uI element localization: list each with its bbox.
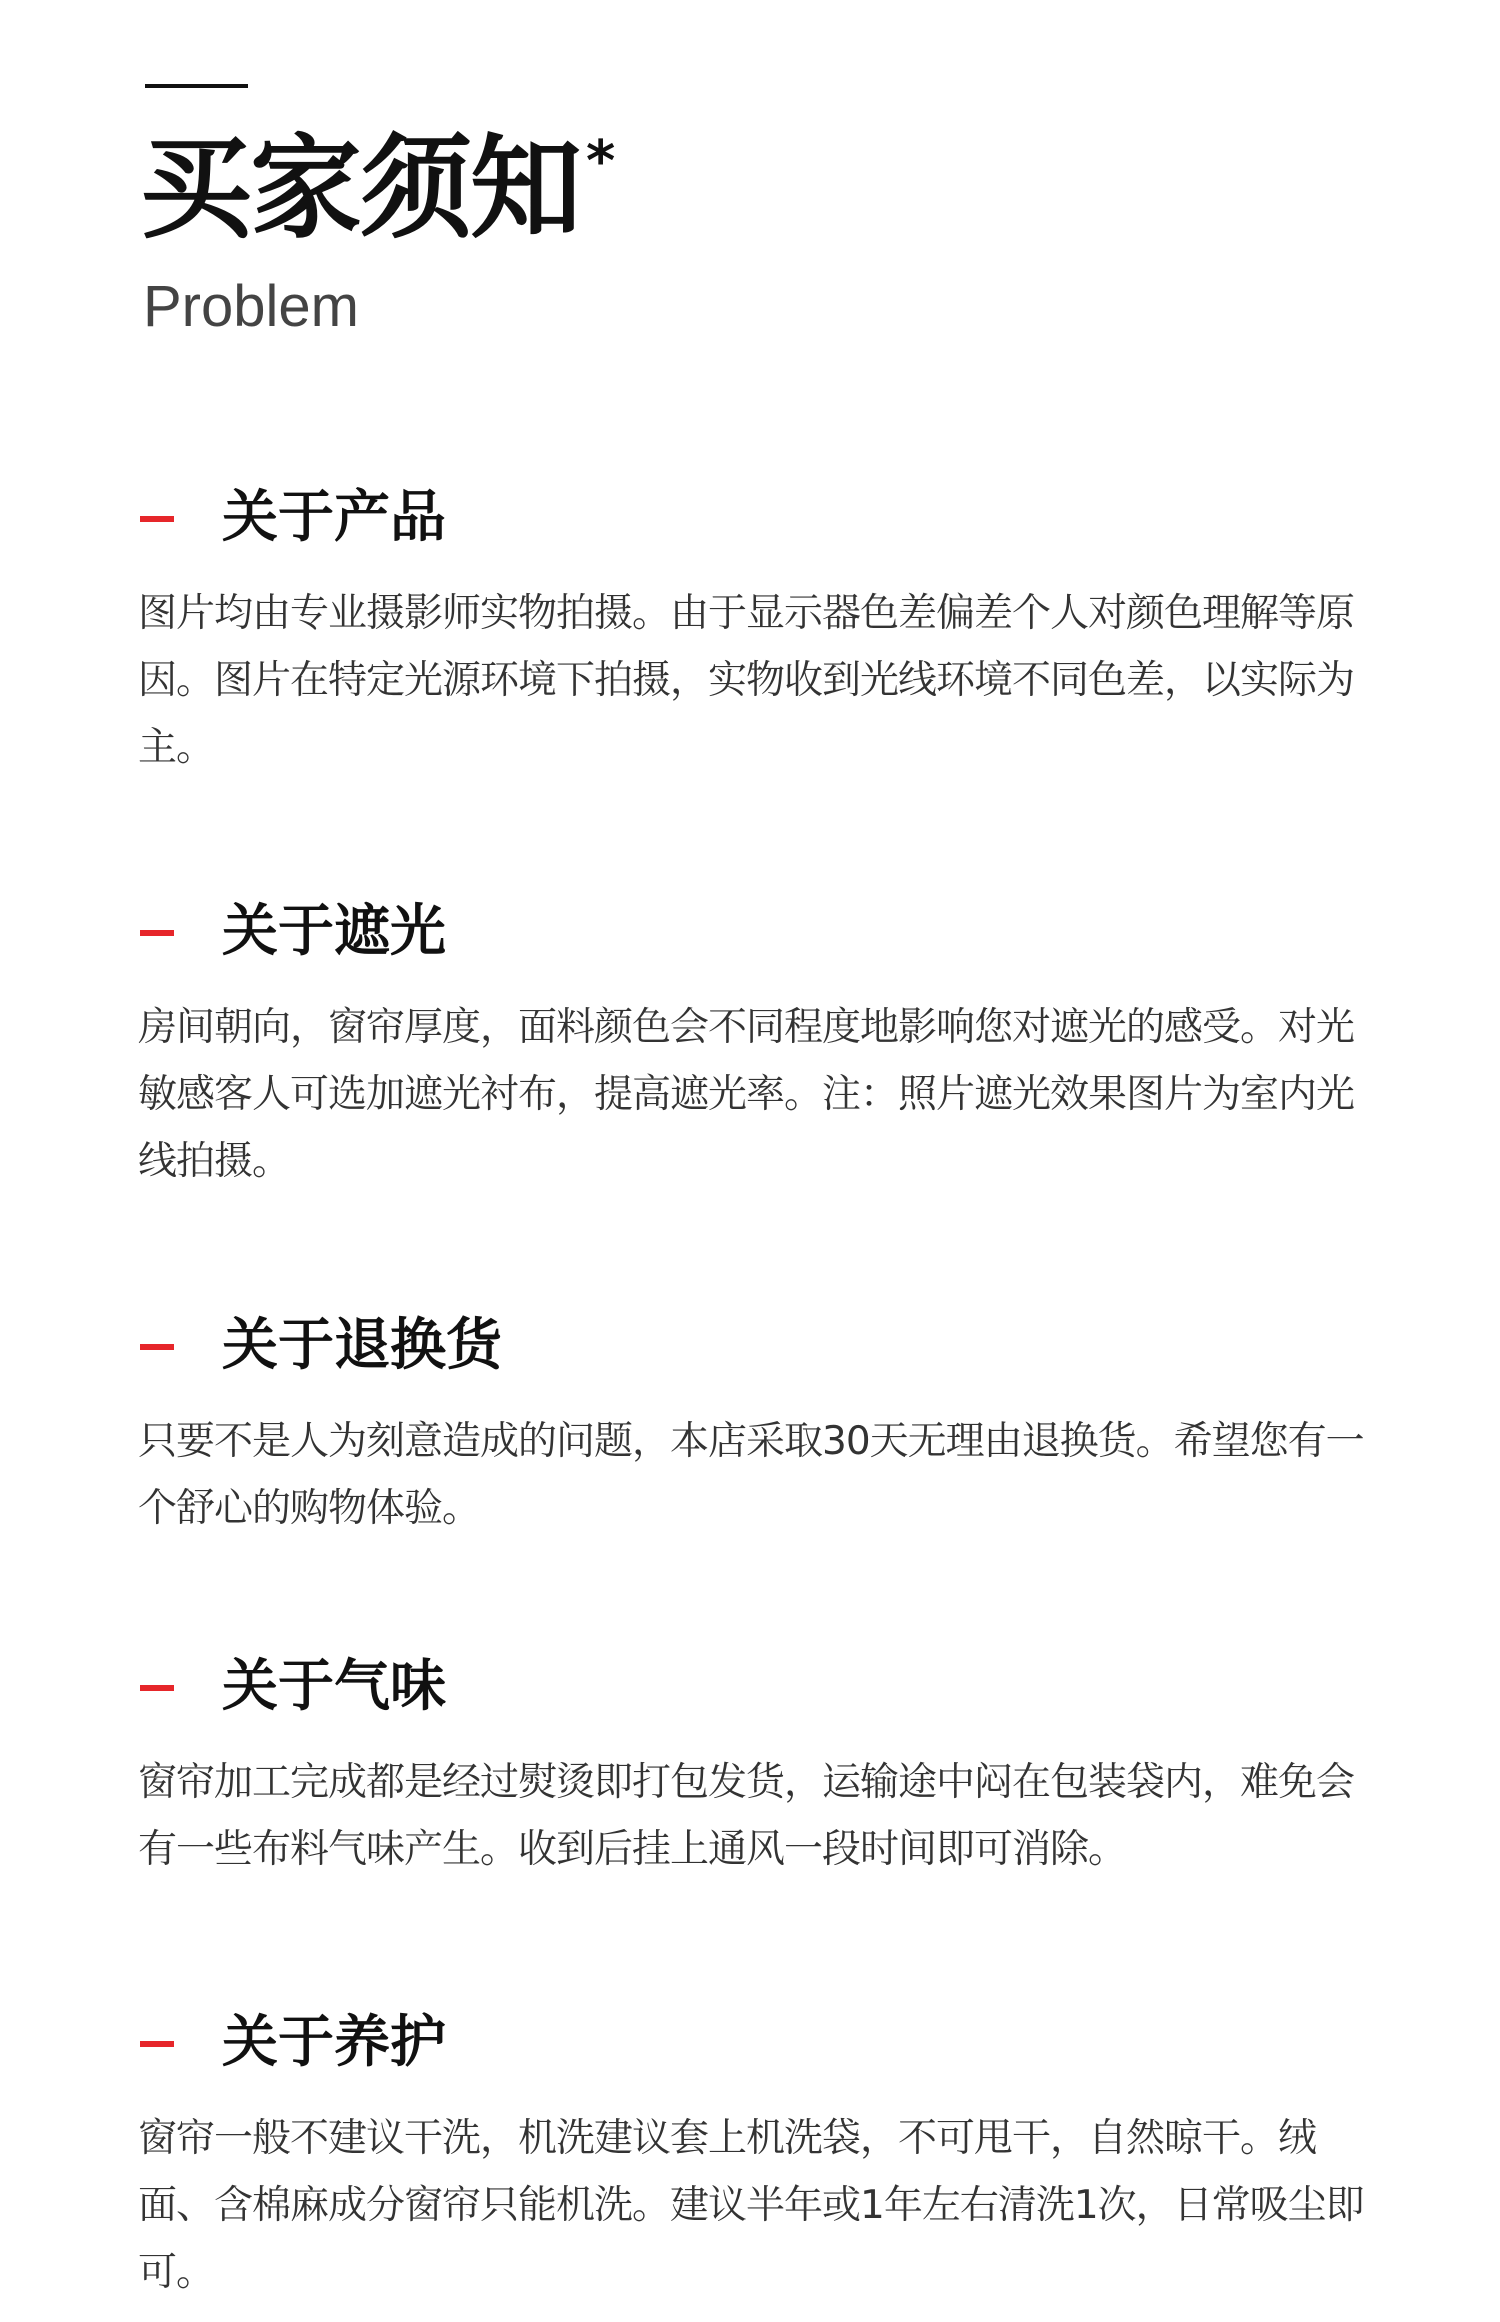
section-odor xyxy=(138,1647,1378,1883)
red-dash-icon xyxy=(140,1685,174,1691)
section-title-returns: 关于退换货 xyxy=(222,1313,502,1378)
page-title: 买家须知 xyxy=(140,124,580,254)
section-header xyxy=(138,1647,1378,1727)
section-title-odor: 关于气味 xyxy=(222,1654,446,1719)
section-body-product: 图片均由专业摄影师实物拍摄。由于显示器色差偏差个人对颜色理解等原因。图片在特定光源环境下拍摄，实物收到光线环境不同色差，以实际为主。 xyxy=(138,591,1355,770)
section-blackout xyxy=(138,892,1378,1195)
section-body-odor: 窗帘加工完成都是经过熨烫即打包发货，运输途中闷在包装袋内，难免会有一些布料气味产生。收到后挂上通风一段时间即可消除。 xyxy=(138,1760,1355,1872)
section-title-product: 关于产品 xyxy=(222,485,446,550)
section-header xyxy=(138,892,1378,972)
header-top-rule xyxy=(145,84,248,88)
section-product xyxy=(138,478,1378,781)
section-title-blackout: 关于遮光 xyxy=(222,899,446,964)
title-asterisk: * xyxy=(586,129,616,194)
section-body-returns: 只要不是人为刻意造成的问题，本店采取30天无理由退换货。希望您有一个舒心的购物体验。 xyxy=(138,1419,1364,1531)
red-dash-icon xyxy=(140,2041,174,2047)
red-dash-icon xyxy=(140,1344,174,1350)
section-header xyxy=(138,478,1378,558)
red-dash-icon xyxy=(140,930,174,936)
section-header xyxy=(138,2003,1378,2083)
section-body-blackout: 房间朝向，窗帘厚度，面料颜色会不同程度地影响您对遮光的感受。对光敏感客人可选加遮光衬布，提高遮光率。注：照片遮光效果图片为室内光线拍摄。 xyxy=(138,1005,1355,1184)
red-dash-icon xyxy=(140,516,174,522)
section-title-care: 关于养护 xyxy=(222,2010,446,2075)
section-header xyxy=(138,1306,1378,1386)
page-subtitle: Problem xyxy=(143,274,359,339)
section-care xyxy=(138,2003,1378,2306)
section-returns xyxy=(138,1306,1378,1542)
section-body-care: 窗帘一般不建议干洗，机洗建议套上机洗袋，不可甩干，自然晾干。绒面、含棉麻成分窗帘只能机洗。建议半年或1年左右清洗1次，日常吸尘即可。 xyxy=(138,2116,1364,2295)
